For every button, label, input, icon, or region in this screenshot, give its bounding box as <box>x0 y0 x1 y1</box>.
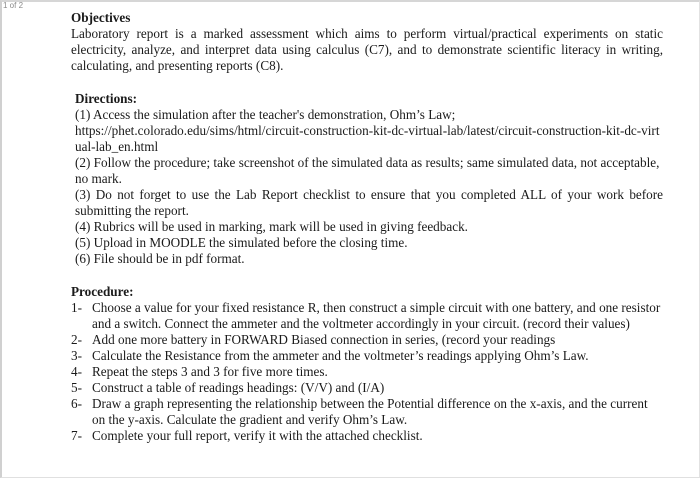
procedure-step-text: Draw a graph representing the relationship between the Potential difference on the x-axis, and the current on the y-axis. Calculate the gradient and verify Ohm’s Law. <box>92 396 648 427</box>
procedure-list <box>71 300 663 444</box>
simulation-url: https://phet.colorado.edu/sims/html/circuit-construction-kit-dc-virtual-lab/latest/circuit-construction-kit-dc-virtual-lab_en.html <box>75 123 660 154</box>
direction-item-3: (3) Do not forget to use the Lab Report checklist to ensure that you completed ALL of your work before submitting the report. <box>75 187 663 218</box>
document-body <box>71 10 663 444</box>
procedure-step <box>71 428 663 444</box>
procedure-step-text: Choose a value for your fixed resistance R, then construct a simple circuit with one battery, and one resistor and a switch. Connect the ammeter and the voltmeter accordingly in your circuit. (record their values) <box>92 300 661 331</box>
direction-item-5: (5) Upload in MOODLE the simulated before the closing time. <box>75 235 408 250</box>
procedure-step <box>71 332 663 348</box>
procedure-step-number: 3- <box>71 348 82 363</box>
direction-item-4: (4) Rubrics will be used in marking, mark will be used in giving feedback. <box>75 219 468 234</box>
directions-heading: Directions: <box>75 91 138 106</box>
procedure-step-text: Repeat the steps 3 and 3 for five more times. <box>92 364 328 379</box>
procedure-step-number: 6- <box>71 396 82 411</box>
procedure-heading: Procedure: <box>71 284 134 299</box>
procedure-step <box>71 300 663 332</box>
procedure-step-text: Complete your full report, verify it with the attached checklist. <box>92 428 423 443</box>
procedure-step <box>71 348 663 364</box>
direction-item-6: (6) File should be in pdf format. <box>75 251 245 266</box>
directions-section <box>75 91 663 267</box>
page-indicator: 1 of 2 <box>3 1 24 10</box>
procedure-step-number: 1- <box>71 300 82 315</box>
procedure-step <box>71 396 663 428</box>
procedure-step-number: 2- <box>71 332 82 347</box>
procedure-step-number: 5- <box>71 380 82 395</box>
procedure-step <box>71 364 663 380</box>
procedure-step <box>71 380 663 396</box>
objectives-text: Laboratory report is a marked assessment which aims to perform virtual/practical experiments on static electricity, analyze, and interpret data using calculus (C7), and to demonstrate scientific literacy in writing, calculating, and presenting reports (C8). <box>71 26 663 73</box>
direction-item-2: (2) Follow the procedure; take screenshot of the simulated data as results; same simulated data, not acceptable, no mark. <box>75 155 660 186</box>
procedure-step-number: 4- <box>71 364 82 379</box>
procedure-step-text: Calculate the Resistance from the ammeter and the voltmeter’s readings applying Ohm’s Law. <box>92 348 589 363</box>
direction-item-1: (1) Access the simulation after the teacher's demonstration, Ohm’s Law; <box>75 107 456 122</box>
objectives-heading: Objectives <box>71 10 131 25</box>
procedure-section <box>71 284 663 444</box>
procedure-step-text: Construct a table of readings headings: (V/V) and (I/A) <box>92 380 385 395</box>
procedure-step-text: Add one more battery in FORWARD Biased connection in series, (record your readings <box>92 332 556 347</box>
procedure-step-number: 7- <box>71 428 82 443</box>
